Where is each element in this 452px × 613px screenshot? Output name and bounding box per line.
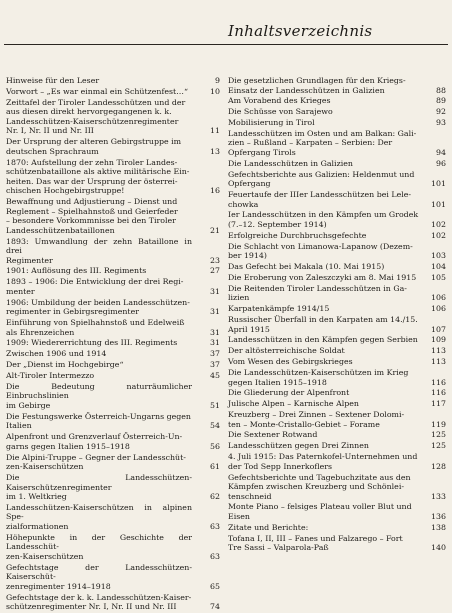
toc-entry-title: Die Landesschützen in Galizien bbox=[228, 158, 353, 168]
toc-entry-page: 63 bbox=[210, 551, 220, 561]
toc-entry-page: 113 bbox=[431, 357, 446, 367]
toc-entry bbox=[228, 304, 446, 314]
toc-entry bbox=[6, 197, 220, 235]
toc-entry-title: Ier Landesschützen in den Kämpfen um Grodek (7.–12. September 1914) bbox=[228, 210, 419, 230]
toc-entry-title: 4. Juli 1915: Das Paternkofel-Unternehmen und der Tod Sepp Innerkoflers bbox=[228, 452, 418, 471]
toc-entry-page: 116 bbox=[431, 388, 446, 398]
toc-entry bbox=[6, 277, 220, 296]
toc-entry bbox=[228, 107, 446, 117]
toc-entry bbox=[228, 315, 446, 334]
toc-entry bbox=[6, 298, 220, 317]
toc-entry-page: 101 bbox=[431, 199, 446, 209]
toc-entry-page: 125 bbox=[431, 441, 446, 451]
toc-entry-page: 93 bbox=[436, 118, 446, 128]
toc-entry-page: 89 bbox=[436, 96, 446, 106]
toc-entry-title: Hinweise für den Leser bbox=[6, 76, 100, 85]
toc-entry-title: Am Vorabend des Krieges bbox=[228, 96, 331, 106]
toc-entry-title: Die Alpini-Truppe – Gegner der Landesschüt- zen-Kaiserschützen bbox=[6, 452, 186, 472]
toc-entry-title: Erfolgreiche Durchbruchsgefechte bbox=[228, 230, 367, 240]
toc-entry-page: 138 bbox=[431, 522, 446, 532]
toc-entry bbox=[228, 441, 446, 451]
toc-entry bbox=[228, 502, 446, 521]
toc-entry bbox=[6, 137, 220, 156]
toc-entry-page: 136 bbox=[431, 511, 446, 521]
toc-entry-page: 96 bbox=[436, 158, 446, 168]
toc-entry bbox=[228, 430, 446, 440]
toc-entry bbox=[228, 76, 446, 95]
toc-entry-page: 16 bbox=[210, 186, 220, 196]
toc-entry-page: 65 bbox=[210, 581, 220, 591]
toc-entry-title: Die Landesschützen-Kaiserschützenregimenter im 1. Weltkrieg bbox=[6, 472, 192, 502]
toc-entry-page: 116 bbox=[431, 377, 446, 387]
toc-entry bbox=[228, 242, 446, 261]
toc-entry bbox=[228, 357, 446, 367]
toc-entry bbox=[6, 503, 220, 532]
toc-entry-page: 128 bbox=[431, 461, 446, 471]
toc-entry-title: 1909: Wiedererrichtung des III. Regiments bbox=[6, 338, 178, 348]
toc-entry bbox=[228, 273, 446, 283]
toc-entry bbox=[6, 318, 220, 337]
toc-entry-page: 133 bbox=[431, 491, 446, 501]
toc-entry-page: 106 bbox=[431, 304, 446, 314]
toc-entry-title: Tofana I, II, III – Fanes und Falzarego – Fort Tre Sassi – Valparola-Paß bbox=[228, 533, 403, 553]
toc-entry bbox=[228, 231, 446, 241]
toc-entry-title: Die Landesschützen-Kaiserschützen im Krieg gegen Italien 1915–1918 bbox=[228, 367, 409, 387]
toc-entry-title: Die Reitenden Tiroler Landesschützen in Ga- lizien bbox=[228, 283, 407, 303]
toc-left-column bbox=[6, 76, 220, 613]
toc-entry bbox=[228, 452, 446, 471]
toc-entry-page: 54 bbox=[210, 421, 220, 431]
toc-entry bbox=[6, 563, 220, 592]
toc-entry-title: Die Eroberung von Zaleszczyki am 8. Mai 1915 bbox=[228, 272, 417, 282]
toc-entry-page: 101 bbox=[431, 179, 446, 189]
toc-entry-title: Die gesetzlichen Grundlagen für den Kriegs- Einsatz der Landesschützen in Galizien bbox=[228, 76, 406, 95]
toc-entry bbox=[6, 453, 220, 472]
toc-entry-page: 9 bbox=[215, 76, 220, 85]
toc-entry-page: 113 bbox=[431, 346, 446, 356]
toc-entry-title: Die Bedeutung naturräumlicher Einbruchslinien im Gebirge bbox=[6, 381, 192, 410]
toc-entry bbox=[6, 412, 220, 431]
toc-entry bbox=[228, 170, 446, 189]
toc-entry-title: Das Gefecht bei Makala (10. Mai 1915) bbox=[228, 262, 385, 272]
toc-entry bbox=[6, 533, 220, 562]
toc-entry-page: 27 bbox=[210, 266, 220, 276]
toc-entry-title: Russischer Überfall in den Karpaten am 14./15. April 1915 bbox=[228, 315, 418, 334]
toc-entry-page: 117 bbox=[431, 399, 446, 409]
toc-entry-title: Gefechtstage der k. k. Landesschützen-Kaiser- schützenregimenter Nr. I, Nr. II und Nr. III bbox=[6, 592, 192, 612]
toc-entry bbox=[6, 593, 220, 612]
toc-entry-title: Zeittafel der Tiroler Landesschützen und der aus diesen direkt hervorgegangenen k. k. Landesschützen-Kaiserschützenregimenter Nr. I, Nr. II und Nr. III bbox=[6, 97, 186, 136]
toc-entry-title: Die Sextener Rotwand bbox=[228, 430, 318, 440]
toc-entry bbox=[6, 237, 220, 266]
toc-entry-title: Monte Piano – felsiges Plateau voller Blut und Eisen bbox=[228, 502, 412, 521]
toc-entry-page: 13 bbox=[210, 146, 220, 156]
toc-entry bbox=[228, 335, 446, 345]
toc-entry bbox=[6, 382, 220, 411]
toc-entry-page: 31 bbox=[210, 327, 220, 337]
toc-entry-page: 103 bbox=[431, 251, 446, 261]
toc-entry-page: 31 bbox=[210, 286, 220, 296]
toc-entry-page: 31 bbox=[210, 307, 220, 317]
toc-entry-page: 125 bbox=[431, 430, 446, 440]
toc-entry bbox=[228, 262, 446, 272]
toc-entry-page: 102 bbox=[431, 220, 446, 230]
toc-entry-title: Kreuzberg – Drei Zinnen – Sextener Dolomi- ten – Monte-Cristallo-Gebiet – Forame bbox=[228, 410, 405, 429]
toc-entry-title: Zwischen 1906 und 1914 bbox=[6, 349, 107, 359]
toc-entry-title: Vom Wesen des Gebirgskrieges bbox=[228, 357, 353, 367]
toc-entry bbox=[228, 284, 446, 303]
toc-entry bbox=[6, 432, 220, 451]
toc-entry bbox=[6, 360, 220, 370]
toc-entry-page: 31 bbox=[210, 338, 220, 348]
toc-entry-title: Vorwort – „Es war einmal ein Schützenfest…“ bbox=[6, 86, 189, 96]
toc-entry bbox=[6, 158, 220, 196]
toc-entry-title: Feuertaufe der IIIer Landesschützen bei Lele- chowka bbox=[228, 190, 412, 209]
toc-entry bbox=[228, 118, 446, 128]
toc-entry-page: 62 bbox=[210, 492, 220, 502]
toc-entry bbox=[6, 98, 220, 136]
toc-entry-title: 1901: Auflösung des III. Regiments bbox=[6, 266, 147, 276]
toc-entry-title: 1870: Aufstellung der zehn Tiroler Landes- schützenbataillone als aktive militärische Ein- heiten. Das war der Ursprung der österrei- chischen Hochgebirgstruppe! bbox=[6, 157, 190, 196]
toc-entry bbox=[6, 266, 220, 276]
toc-entry bbox=[228, 534, 446, 553]
toc-entry bbox=[228, 523, 446, 533]
toc-entry-page: 106 bbox=[431, 293, 446, 303]
toc-entry bbox=[228, 210, 446, 229]
toc-entry-title: Der „Dienst im Hochgebirge“ bbox=[6, 360, 124, 370]
toc-entry bbox=[6, 338, 220, 348]
toc-entry-page: 74 bbox=[210, 602, 220, 612]
toc-entry bbox=[6, 371, 220, 381]
toc-entry-page: 61 bbox=[210, 462, 220, 472]
toc-entry-title: Karpatenkämpfe 1914/15 bbox=[228, 304, 330, 314]
toc-entry bbox=[228, 388, 446, 398]
toc-entry-page: 37 bbox=[210, 360, 220, 370]
toc-entry-page: 94 bbox=[436, 148, 446, 158]
toc-entry bbox=[228, 410, 446, 429]
toc-entry-page: 56 bbox=[210, 441, 220, 451]
toc-entry-title: Landesschützen im Osten und am Balkan: Gali- zien – Rußland – Karpaten – Serbien: Der Opfergang Tirols bbox=[228, 128, 417, 158]
toc-entry-title: Landesschützen in den Kämpfen gegen Serbien bbox=[228, 335, 418, 345]
title-rule bbox=[4, 44, 448, 45]
toc-entry-title: 1893: Umwandlung der zehn Bataillone in drei Regimenter bbox=[6, 236, 192, 265]
toc-entry-title: Landesschützen gegen Drei Zinnen bbox=[228, 441, 369, 451]
toc-entry-title: Die Schlacht von Limanowa-Lapanow (Dezem- ber 1914) bbox=[228, 241, 413, 261]
toc-entry-title: Der altösterreichische Soldat bbox=[228, 346, 345, 356]
toc-entry bbox=[228, 129, 446, 158]
toc-entry-title: Zitate und Berichte: bbox=[228, 522, 309, 532]
toc-entry bbox=[228, 473, 446, 502]
toc-entry-title: Die Gliederung der Alpenfront bbox=[228, 388, 350, 398]
toc-entry-title: 1906: Umbildung der beiden Landesschützen- regimenter in Gebirgsregimenter bbox=[6, 297, 190, 317]
toc-entry-page: 102 bbox=[431, 230, 446, 240]
toc-entry bbox=[228, 190, 446, 209]
toc-entry-title: Landesschützen-Kaiserschützen in alpinen Spe- zialformationen bbox=[6, 502, 192, 531]
toc-entry-page: 92 bbox=[436, 107, 446, 117]
toc-entry-title: Bewaffnung und Adjustierung – Dienst und Reglement – Spielhahnstoß und Geierfeder – besondere Vorkommnisse bei den Tiroler Landesschützenbataillonen bbox=[6, 197, 178, 235]
toc-entry-page: 105 bbox=[431, 272, 446, 282]
toc-entry bbox=[228, 159, 446, 169]
toc-entry-page: 119 bbox=[431, 419, 446, 429]
toc-entry-title: Alpenfront und Grenzverlauf Österreich-Un- garns gegen Italien 1915–1918 bbox=[6, 432, 183, 451]
toc-entry bbox=[6, 473, 220, 502]
toc-entry bbox=[6, 76, 220, 86]
toc-entry-page: 45 bbox=[210, 371, 220, 381]
toc-right-column bbox=[228, 76, 446, 554]
toc-entry-title: Gefechtstage der Landesschützen-Kaiserschüt- zenregimenter 1914–1918 bbox=[6, 562, 192, 591]
toc-entry-page: 11 bbox=[210, 126, 220, 136]
toc-entry-page: 21 bbox=[210, 225, 220, 235]
toc-entry-title: 1893 – 1906: Die Entwicklung der drei Regi- menter bbox=[6, 277, 184, 296]
toc-entry-page: 10 bbox=[210, 86, 220, 96]
toc-entry bbox=[6, 349, 220, 359]
toc-entry-page: 88 bbox=[436, 85, 446, 95]
toc-entry-page: 107 bbox=[431, 324, 446, 334]
toc-entry bbox=[6, 87, 220, 97]
toc-entry-title: Gefechtsberichte und Tagebuchzitate aus den Kämpfen zwischen Kreuzberg und Schönlei- tenschneid bbox=[228, 472, 411, 501]
toc-entry-title: Die Festungswerke Österreich-Ungarns gegen Italien bbox=[6, 411, 191, 431]
toc-entry-title: Der Ursprung der alteren Gebirgstruppe im deutschen Sprachraum bbox=[6, 137, 182, 156]
toc-entry-title: Die Schüsse von Sarajewo bbox=[228, 107, 333, 117]
toc-entry-page: 51 bbox=[210, 400, 220, 410]
toc-entry bbox=[228, 399, 446, 409]
toc-entry-title: Höhepunkte in der Geschichte der Landesschüt- zen-Kaiserschützen bbox=[6, 532, 192, 561]
toc-entry-title: Alt-Tiroler Intermezzo bbox=[6, 371, 95, 381]
toc-entry-page: 140 bbox=[431, 543, 446, 553]
toc-entry-title: Julische Alpen – Karnische Alpen bbox=[228, 399, 359, 409]
toc-entry-page: 104 bbox=[431, 262, 446, 272]
toc-entry-page: 23 bbox=[210, 255, 220, 265]
page-title: Inhaltsverzeichnis bbox=[228, 22, 373, 40]
toc-entry-page: 63 bbox=[210, 522, 220, 531]
toc-entry-page: 37 bbox=[210, 349, 220, 359]
toc-entry-title: Einführung von Spielhahnstoß und Edelweiß als Ehrenzeichen bbox=[6, 318, 185, 337]
toc-entry-page: 109 bbox=[431, 335, 446, 345]
toc-entry-title: Gefechtsberichte aus Galizien: Heldenmut und Opfergang bbox=[228, 169, 415, 189]
toc-entry bbox=[228, 346, 446, 356]
toc-entry bbox=[228, 96, 446, 106]
toc-entry bbox=[228, 368, 446, 387]
toc-entry-title: Mobilisierung in Tirol bbox=[228, 118, 315, 128]
